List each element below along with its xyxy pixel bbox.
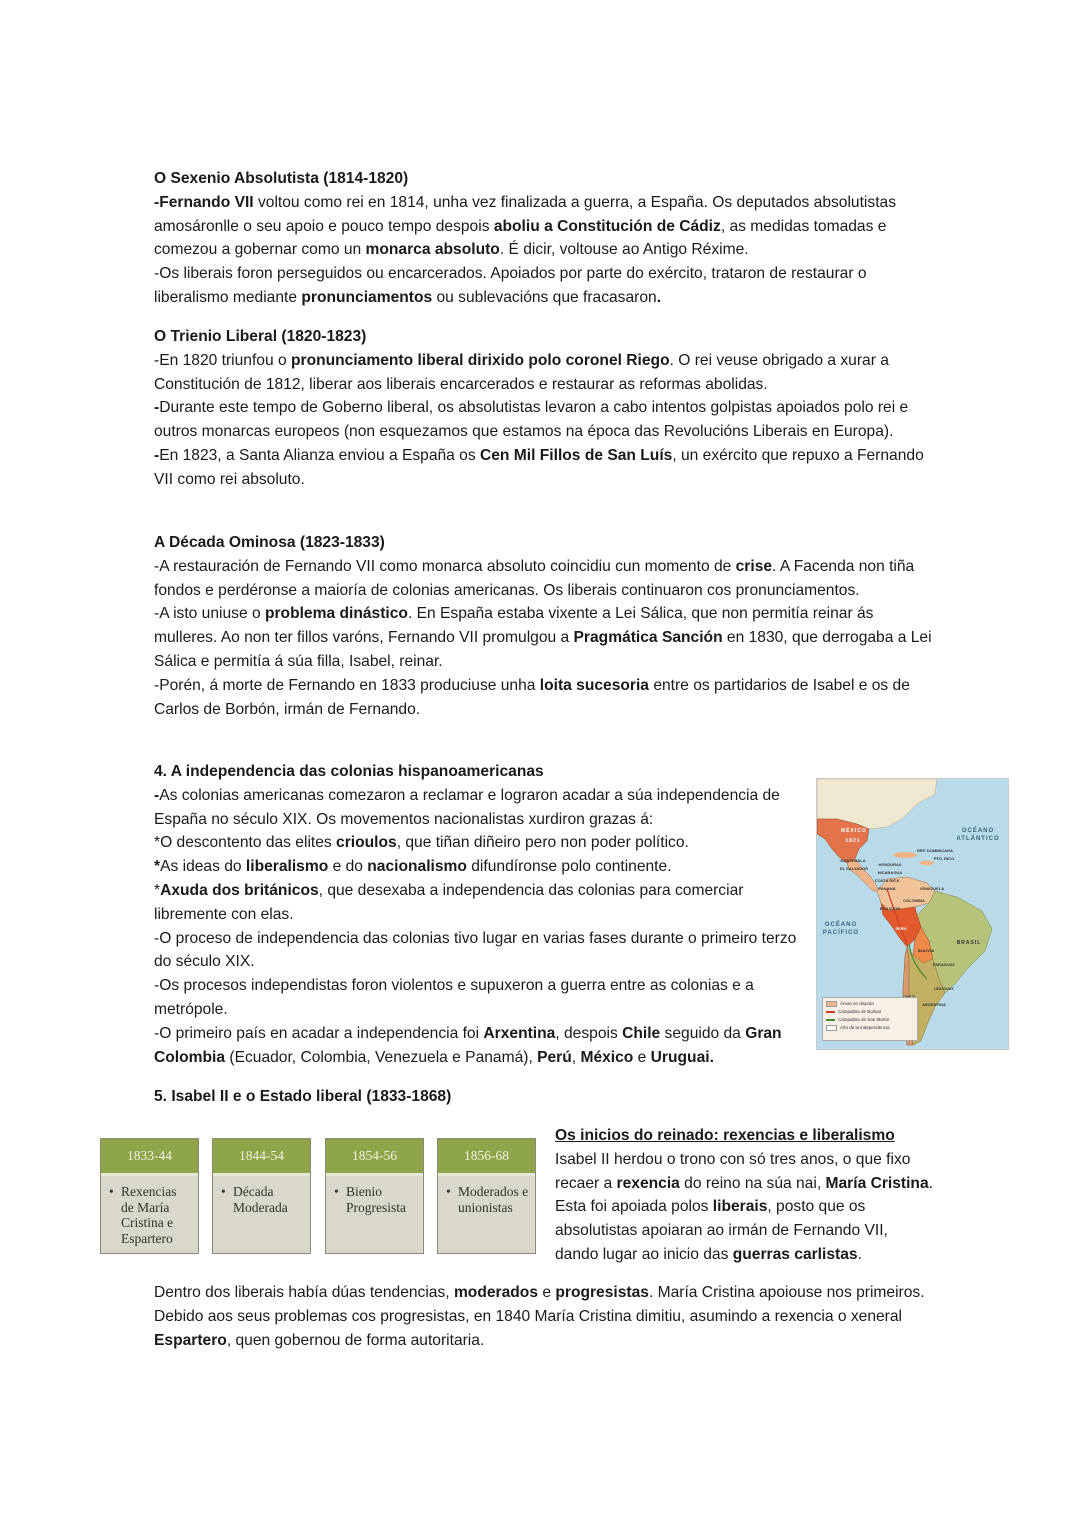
map-label-argentina: ARGENTINA: [922, 1002, 946, 1007]
map-label-atlantic: OCÉANO ATLÁNTICO: [956, 828, 1000, 842]
timeline-box: [212, 1138, 311, 1254]
section-independencia: [154, 760, 804, 1069]
timeline-period: 1833-44: [101, 1139, 198, 1176]
paragraph: *As ideas do liberalismo e do nacionalismo difundíronse polo continente.: [154, 858, 672, 876]
bullet-icon: •: [446, 1184, 451, 1199]
map-label-pacific: OCÉANO PACÍFICO: [822, 922, 860, 936]
map-label-year: 1821: [845, 838, 861, 844]
section-title: 5. Isabel II e o Estado liberal (1833-1868): [154, 1088, 452, 1105]
bullet-icon: •: [109, 1184, 114, 1199]
independence-map: [816, 778, 1009, 1050]
map-label-costa-rica: COSTA RICA: [874, 878, 900, 883]
section-sexenio: [154, 167, 934, 310]
map-label-puerto-rico: PTO. RICO: [933, 856, 955, 861]
paragraph: -Os liberais foron perseguidos ou encarcerados. Apoiados por parte do exército, trataron de restaurar o liberalismo mediante pronunciamentos ou sublevacións que fracasaron.: [154, 265, 867, 306]
paragraph: -Os procesos independistas foron violentos e supuxeron a guerra entre as colonias e a metrópole.: [154, 977, 754, 1018]
timeline-box: [437, 1138, 536, 1254]
paragraph: -A restauración de Fernando VII como monarca absoluto coincidiu cun momento de crise. A Facenda non tiña fondos e perdéronse a maioría de colonias americanas. Os liberais continuaron cos pronunciamentos.: [154, 557, 915, 599]
map-label-uruguay: URUGUAY: [934, 986, 954, 991]
section-trienio: [154, 325, 934, 492]
timeline-label: Moderados e unionistas: [458, 1184, 529, 1215]
paragraph: -En 1823, a Santa Alianza enviou a España os Cen Mil Fillos de San Luís, un exército que repuxo a Fernando VII como rei absoluto.: [154, 446, 924, 488]
paragraph: -A isto uniuse o problema dinástico. En España estaba vixente a Lei Sálica, que non permitía reinar ás mulleres. Ao non ter fillos varóns, Fernando VII promulgou a Pragmática Sanción en 1830, que derrogaba a Lei Sálica e permitía á súa filla, Isabel, reinar.: [154, 605, 932, 670]
timeline-label: Rexencias de María Cristina e Espartero: [121, 1184, 177, 1246]
legend-item: Campañas de San Martín: [826, 1016, 914, 1024]
legend-item: Campañas de Bolívar: [826, 1008, 914, 1016]
paragraph: -En 1820 triunfou o pronunciamento liberal dirixido polo coronel Riego. O rei veuse obrigado a xurar a Constitución de 1812, liberar aos liberais encarcerados e restaurar as reformas abolidas.: [154, 351, 889, 393]
map-label-bolivia: BOLIVIA: [917, 948, 935, 953]
paragraph: -Fernando VII voltou como rei en 1814, unha vez finalizada a guerra, a España. Os deputados absolutistas amosáronlle o seu apoio e pouco tempo despois aboliu a Constitución de Cádiz, as medidas tomadas e comezou a gobernar como un monarca absoluto. É dicir, voltouse ao Antigo Réxime.: [154, 193, 896, 259]
timeline-label: Década Moderada: [233, 1184, 288, 1215]
paragraph: -Porén, á morte de Fernando en 1833 produciuse unha loita sucesoria entre os partidarios de Isabel e os de Carlos de Borbón, irmán de Fernando.: [154, 676, 910, 718]
timeline-period: 1856-68: [438, 1139, 535, 1176]
map-label-colombia: COLOMBIA: [903, 898, 925, 903]
paragraph: -O proceso de independencia das colonias tivo lugar en varias fases durante o primeiro terzo do século XIX.: [154, 929, 797, 971]
section-isabel: [154, 1085, 934, 1109]
section-decada-ominosa: [154, 531, 934, 721]
map-label-peru: PERÚ: [895, 926, 907, 931]
section-title: O Trienio Liberal (1820-1823): [154, 328, 367, 345]
map-label-panama: PANAMÁ: [878, 886, 896, 891]
section-liberais: [154, 1281, 934, 1352]
section-title: 4. A independencia das colonias hispanoamericanas: [154, 763, 544, 780]
section-inicios-reinado: [555, 1124, 935, 1267]
map-label-honduras: HONDURAS: [878, 862, 902, 867]
timeline-box: [325, 1138, 424, 1254]
map-legend: [822, 997, 918, 1041]
timeline-label: Bienio Progresista: [346, 1184, 406, 1215]
map-label-ecuador: ECUADOR: [879, 906, 901, 911]
paragraph: -Durante este tempo de Goberno liberal, os absolutistas levaron a cabo intentos golpistas apoiados polo rei e outros monarcas europeos (non esquezamos que estamos na época das Revolucións Liberais en Europa).: [154, 399, 909, 441]
map-label-guatemala: GUATEMALA: [840, 858, 866, 863]
paragraph: -O primeiro país en acadar a independencia foi Arxentina, despois Chile seguido da Gran Colombia (Ecuador, Colombia, Venezuela e Panamá), Perú, México e Uruguai.: [154, 1024, 782, 1066]
paragraph: *O descontento das elites crioulos, que tiñan diñeiro pero non poder político.: [154, 834, 689, 852]
timeline-box: [100, 1138, 199, 1254]
paragraph: *Axuda dos británicos, que desexaba a independencia das colonias para comerciar libremente con elas.: [154, 881, 744, 923]
map-label-mexico: MÉXICO: [841, 828, 867, 834]
legend-item: Año de la independencia: [826, 1024, 914, 1032]
timeline-period: 1854-56: [326, 1139, 423, 1176]
map-label-brasil: BRASIL: [956, 940, 982, 946]
section-title: O Sexenio Absolutista (1814-1820): [154, 170, 409, 187]
map-label-nicaragua: NICARAGUA: [877, 870, 903, 875]
map-label-el-salvador: EL SALVADOR: [839, 866, 868, 871]
paragraph: Dentro dos liberais había dúas tendencias, moderados e progresistas. María Cristina apoiouse nos primeiros. Debido aos seus problemas cos progresistas, en 1840 María Cristina dimitiu, asumindo a rexencia o xeneral Espartero, quen gobernou de forma autoritaria.: [154, 1284, 925, 1349]
map-label-venezuela: VENEZUELA: [919, 886, 945, 891]
section-title: Os inicios do reinado: rexencias e liberalismo: [555, 1127, 895, 1144]
bullet-icon: •: [334, 1184, 339, 1199]
map-label-rep-dominicana: REP. DOMINICANA: [917, 848, 953, 853]
legend-item: Áreas en disputa: [826, 1000, 914, 1008]
paragraph: -As colonias americanas comezaron a reclamar e lograron acadar a súa independencia de España no século XIX. Os movementos nacionalistas xurdiron grazas á:: [154, 786, 780, 828]
paragraph: Isabel II herdou o trono con só tres anos, o que fixo recaer a rexencia do reino na súa nai, María Cristina. Esta foi apoiada polos liberais, posto que os absolutistas apoiaran ao irmán de Fernando VII, dando lugar ao inicio das guerras carlistas.: [555, 1150, 933, 1263]
bullet-icon: •: [221, 1184, 226, 1199]
timeline-period: 1844-54: [213, 1139, 310, 1176]
map-label-paraguay: PARAGUAY: [932, 962, 956, 967]
section-title: A Década Ominosa (1823-1833): [154, 534, 385, 551]
